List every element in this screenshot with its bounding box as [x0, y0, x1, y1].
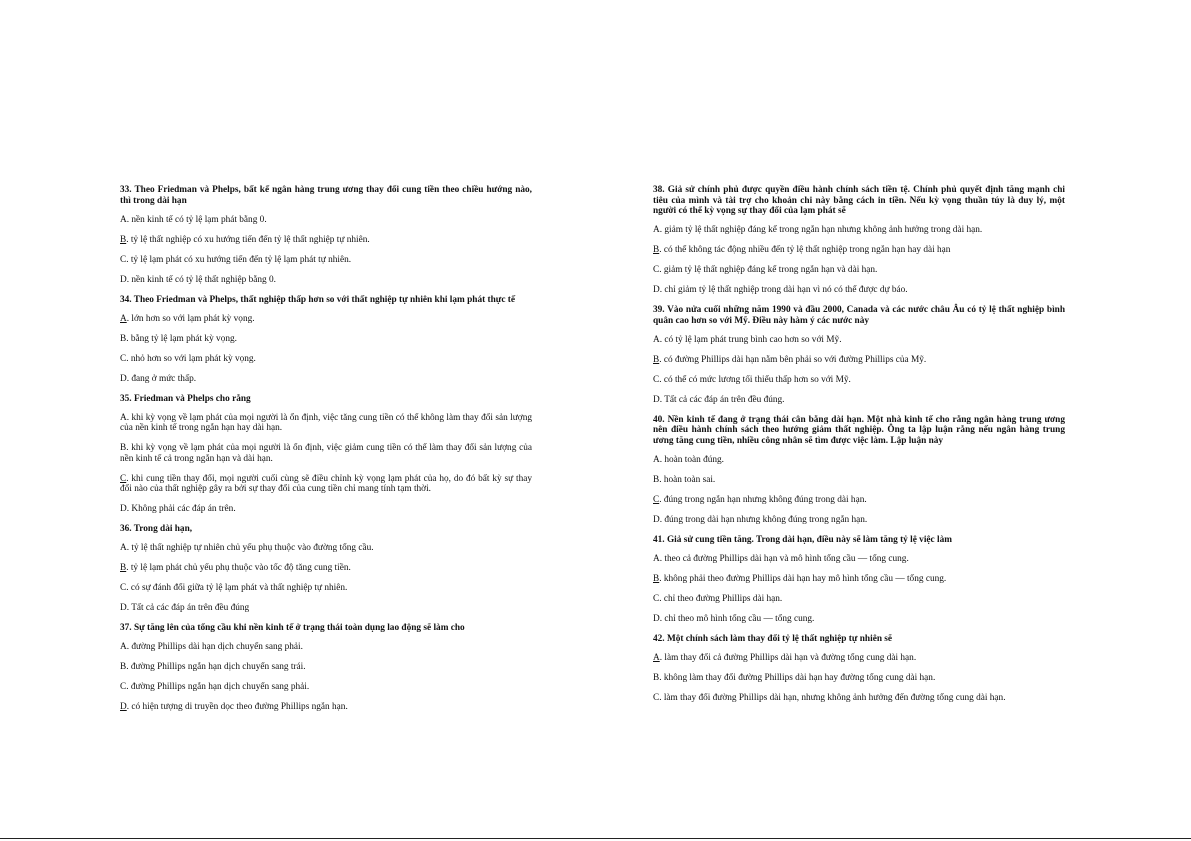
question-37 — [120, 623, 532, 713]
option-text: . có tỷ lệ lạm phát trung bình cao hơn so với Mỹ. — [659, 334, 842, 345]
question-text: 39. Vào nửa cuối những năm 1990 và đầu 2000, Canada và các nước châu Âu có tỷ lệ thất nghiệp bình quân cao hơn so với Mỹ. Điều này hàm ý các nước này — [653, 305, 1065, 326]
option-text: . làm thay đổi đường Phillips dài hạn, nhưng không ảnh hưởng đến đường tổng cung dài hạn. — [659, 692, 1006, 703]
option-letter: B — [120, 333, 127, 344]
answer-option-a — [120, 413, 532, 434]
option-text: . tỷ lệ thất nghiệp tự nhiên chủ yếu phụ thuộc vào đường tổng cầu. — [126, 543, 374, 553]
answer-option-b — [653, 355, 1065, 366]
option-text: . làm thay đổi cả đường Phillips dài hạn và đường tổng cung dài hạn. — [659, 652, 917, 663]
question-34 — [120, 295, 532, 385]
option-text: . khi kỳ vọng về lạm phát của mọi người là ổn định, việc giảm cung tiền có thể làm thay đổi sản lượng của nền kinh tế cả trong ngắn hạn và dài hạn. — [120, 443, 532, 464]
option-text: . nền kinh tế có tỷ lệ thất nghiệp bằng 0. — [126, 274, 276, 285]
question-36 — [120, 524, 532, 614]
answer-option-a — [653, 455, 1065, 466]
option-text: . khi kỳ vọng về lạm phát của mọi người là ổn định, việc tăng cung tiền có thể không làm thay đổi sản lượng của nền kinh tế trong ngắn hạn hay dài hạn. — [120, 412, 532, 433]
option-letter: B — [653, 474, 660, 485]
option-text: . đúng trong ngắn hạn nhưng không đúng trong dài hạn. — [659, 494, 867, 505]
answer-option-c — [120, 682, 532, 693]
answer-option-c — [120, 255, 532, 266]
option-text: . có hiện tượng di truyền dọc theo đường Phillips ngắn hạn. — [126, 702, 348, 712]
option-text: . đường Phillips ngắn hạn dịch chuyển sang phải. — [126, 682, 310, 692]
option-letter: D — [120, 373, 127, 384]
option-letter: A — [120, 543, 127, 553]
correct-answer-letter: B — [653, 245, 660, 255]
option-text: . bằng tỷ lệ lạm phát kỳ vọng. — [126, 333, 237, 344]
answer-option-b — [120, 662, 532, 673]
option-text: . có đường Phillips dài hạn nằm bên phải so với đường Phillips của Mỹ. — [659, 354, 927, 365]
option-letter: A — [120, 642, 127, 652]
option-letter: A — [653, 334, 660, 345]
option-letter: C — [653, 265, 660, 275]
option-text: . đang ở mức thấp. — [126, 373, 197, 384]
question-text: 37. Sự tăng lên của tổng cầu khi nền kinh tế ở trạng thái toàn dụng lao động sẽ làm cho — [120, 623, 465, 633]
option-letter: D — [653, 514, 660, 525]
correct-answer-letter: D — [120, 702, 127, 712]
answer-option-c — [653, 265, 1065, 276]
answer-option-a — [120, 215, 532, 226]
correct-answer-letter: B — [120, 563, 127, 573]
option-letter: D — [120, 603, 127, 613]
option-letter: D — [653, 613, 660, 624]
answer-option-b — [120, 563, 532, 574]
correct-answer-letter: A — [653, 652, 660, 663]
option-text: . không làm thay đổi đường Phillips dài hạn hay đường tổng cung dài hạn. — [659, 672, 936, 683]
answer-option-c — [120, 354, 532, 365]
answer-option-a — [653, 554, 1065, 565]
option-letter: D — [120, 504, 127, 514]
option-letter: A — [120, 412, 127, 423]
option-letter: C — [120, 682, 127, 692]
option-text: . đúng trong dài hạn nhưng không đúng trong ngắn hạn. — [659, 514, 868, 525]
option-letter: C — [653, 374, 660, 385]
answer-option-c — [653, 375, 1065, 386]
answer-option-b — [653, 673, 1065, 684]
answer-option-b — [120, 334, 532, 345]
option-text: . chỉ theo mô hình tổng cầu — tổng cung. — [659, 613, 815, 624]
option-letter: A — [653, 454, 660, 465]
option-letter: A — [120, 214, 127, 225]
correct-answer-letter: B — [653, 573, 660, 584]
option-text: . theo cả đường Phillips dài hạn và mô hình tổng cầu — tổng cung. — [659, 553, 909, 564]
option-text: . giảm tỷ lệ thất nghiệp đáng kể trong ngắn hạn nhưng không ảnh hưởng trong dài hạn. — [659, 225, 983, 235]
answer-option-c — [653, 594, 1065, 605]
answer-option-b — [653, 475, 1065, 486]
answer-option-c — [653, 693, 1065, 704]
question-text: 35. Friedman và Phelps cho rằng — [120, 393, 251, 404]
option-text: . lớn hơn so với lạm phát kỳ vọng. — [126, 313, 255, 324]
option-letter: C — [120, 254, 127, 265]
answer-option-c — [120, 474, 532, 495]
answer-option-d — [653, 614, 1065, 625]
question-39 — [653, 305, 1065, 405]
option-text: . chỉ giảm tỷ lệ thất nghiệp trong dài hạn vì nó có thể được dự báo. — [659, 285, 908, 295]
correct-answer-letter: C — [120, 473, 127, 484]
correct-answer-letter: B — [653, 354, 660, 365]
option-letter: A — [653, 225, 660, 235]
answer-option-b — [653, 245, 1065, 256]
answer-option-a — [120, 642, 532, 653]
question-41 — [653, 535, 1065, 625]
question-text: 36. Trong dài hạn, — [120, 524, 193, 534]
question-35 — [120, 394, 532, 515]
question-text: 38. Giả sử chính phủ được quyền điều hành chính sách tiền tệ. Chính phủ quyết định tăng mạnh chi tiêu của mình và tài trợ cho khoản chi này bằng cách in tiền. Nếu kỳ vọng thuần túy là duy lý, một người có thể kỳ vọng sự thay đổi của lạm phát sẽ — [653, 185, 1065, 216]
option-text: . có thể có mức lương tối thiểu thấp hơn so với Mỹ. — [659, 374, 851, 385]
page-bottom-divider — [0, 838, 1191, 839]
option-text: . giảm tỷ lệ thất nghiệp đáng kể trong ngắn hạn và dài hạn. — [659, 265, 878, 275]
option-text: . có thể không tác động nhiều đến tỷ lệ thất nghiệp trong ngắn hạn hay dài hạn — [659, 245, 951, 255]
option-text: . đường Phillips dài hạn dịch chuyển sang phải. — [126, 642, 303, 652]
option-text: . Không phải các đáp án trên. — [126, 504, 236, 514]
option-text: . có sự đánh đổi giữa tỷ lệ lạm phát và thất nghiệp tự nhiên. — [126, 583, 348, 593]
answer-option-d — [120, 374, 532, 385]
left-column — [120, 185, 532, 722]
correct-answer-letter: C — [653, 494, 660, 505]
option-letter: B — [120, 443, 127, 453]
answer-option-b — [653, 574, 1065, 585]
question-40 — [653, 415, 1065, 526]
option-text: . nền kinh tế có tỷ lệ lạm phát bằng 0. — [126, 214, 267, 225]
answer-option-a — [653, 335, 1065, 346]
option-letter: D — [653, 285, 660, 295]
answer-option-a — [653, 653, 1065, 664]
answer-option-c — [120, 583, 532, 594]
option-text: . Tất cả các đáp án trên đều đúng. — [659, 394, 785, 405]
option-letter: D — [653, 394, 660, 405]
right-column — [653, 185, 1065, 713]
option-letter: C — [653, 692, 660, 703]
answer-option-d — [120, 275, 532, 286]
answer-option-a — [120, 543, 532, 554]
correct-answer-letter: A — [120, 313, 127, 324]
option-letter: C — [120, 353, 127, 364]
option-letter: B — [120, 662, 127, 672]
answer-option-d — [120, 504, 532, 515]
option-text: . tỷ lệ thất nghiệp có xu hướng tiến đến tỷ lệ thất nghiệp tự nhiên. — [126, 234, 370, 245]
answer-option-d — [120, 702, 532, 713]
option-text: . chỉ theo đường Phillips dài hạn. — [659, 593, 783, 604]
question-33 — [120, 185, 532, 285]
option-text: . Tất cả các đáp án trên đều đúng — [126, 603, 250, 613]
answer-option-b — [120, 443, 532, 464]
question-text: 34. Theo Friedman và Phelps, thất nghiệp thấp hơn so với thất nghiệp tự nhiên khi lạm phát thực tế — [120, 294, 516, 305]
option-text: . hoàn toàn sai. — [659, 474, 716, 485]
option-text: . khi cung tiền thay đổi, mọi người cuối cùng sẽ điều chỉnh kỳ vọng lạm phát của họ, do đó bất kỳ sự thay đổi nào của thất nghiệp gây ra bởi sự thay đổi của cung tiền chỉ mang tính tạm thời. — [120, 473, 532, 494]
option-letter: B — [653, 672, 660, 683]
answer-option-d — [653, 395, 1065, 406]
option-text: . tỷ lệ lạm phát có xu hướng tiến đến tỷ lệ lạm phát tự nhiên. — [126, 254, 352, 265]
question-text: 41. Giả sử cung tiền tăng. Trong dài hạn, điều này sẽ làm tăng tỷ lệ việc làm — [653, 534, 952, 545]
answer-option-d — [653, 515, 1065, 526]
option-letter: C — [653, 593, 660, 604]
correct-answer-letter: B — [120, 234, 127, 245]
question-text: 33. Theo Friedman và Phelps, bất kể ngân hàng trung ương thay đổi cung tiền theo chiều hướng nào, thì trong dài hạn — [120, 185, 532, 206]
option-text: . tỷ lệ lạm phát chủ yếu phụ thuộc vào tốc độ tăng cung tiền. — [126, 563, 351, 573]
option-letter: D — [120, 274, 127, 285]
option-text: . đường Phillips ngắn hạn dịch chuyển sang trái. — [126, 662, 306, 672]
answer-option-a — [120, 314, 532, 325]
answer-option-d — [120, 603, 532, 614]
option-text: . hoàn toàn đúng. — [659, 454, 725, 465]
answer-option-c — [653, 495, 1065, 506]
question-text: 40. Nền kinh tế đang ở trạng thái cân bằng dài hạn. Một nhà kinh tế cho rằng ngân hàng trung ương nên điều hành chính sách theo hướng giảm thất nghiệp. Ông ta lập luận rằng nếu ngân hàng trung ương tăng cung tiền, nhiều công nhân sẽ tìm được việc làm. Lập luận này — [653, 414, 1065, 446]
option-letter: A — [653, 553, 660, 564]
option-letter: C — [120, 583, 127, 593]
answer-option-a — [653, 225, 1065, 236]
answer-option-b — [120, 235, 532, 246]
option-text: . không phải theo đường Phillips dài hạn hay mô hình tổng cầu — tổng cung. — [659, 573, 947, 584]
answer-option-d — [653, 285, 1065, 296]
question-42 — [653, 634, 1065, 704]
question-text: 42. Một chính sách làm thay đổi tỷ lệ thất nghiệp tự nhiên sẽ — [653, 633, 893, 644]
question-38 — [653, 185, 1065, 296]
option-text: . nhỏ hơn so với lạm phát kỳ vọng. — [126, 353, 256, 364]
